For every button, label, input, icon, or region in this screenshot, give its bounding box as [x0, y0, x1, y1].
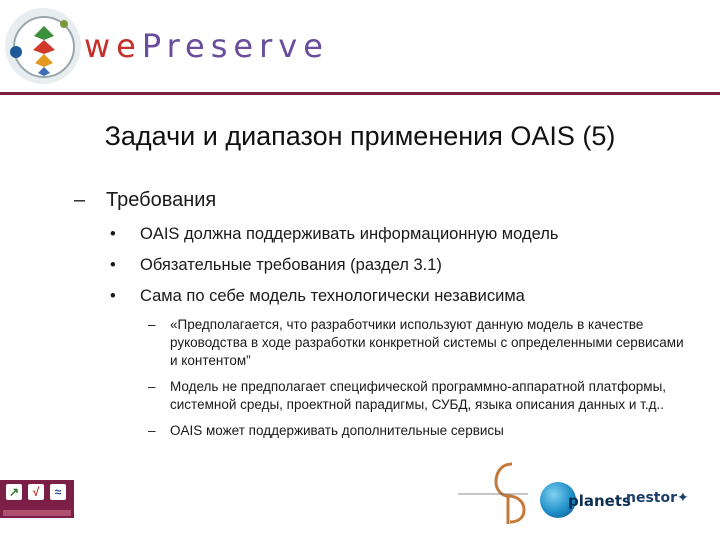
bullet-marker: – — [148, 317, 156, 332]
nestor-logo-icon: nestor✦ — [626, 490, 689, 506]
digital-preservation-europe-logo-icon — [456, 460, 534, 530]
bullet-marker: • — [110, 287, 116, 305]
bullet-level-1 — [74, 186, 694, 214]
partner-logo-icon: ↗ √ ≈ — [0, 480, 74, 518]
bullet-level-3 — [74, 316, 694, 370]
bullet-text: Модель не предполагает специфической программно-аппаратной платформы, системной среды, проектной парадигмы, СУБД, языка описания данных и т.д.. — [170, 379, 667, 412]
slide-footer — [0, 460, 720, 540]
bullet-level-2 — [74, 285, 694, 307]
planets-label: planets — [568, 492, 631, 510]
bullet-text: OAIS должна поддерживать информационную модель — [140, 225, 559, 243]
bullet-text: Сама по себе модель технологически независима — [140, 287, 525, 305]
bullet-text: Обязательные требования (раздел 3.1) — [140, 256, 442, 274]
bullet-marker: – — [148, 379, 156, 394]
logo-preserve: Preserve — [141, 27, 329, 65]
planets-logo — [540, 482, 631, 522]
bullet-marker: – — [74, 189, 86, 211]
wepreserve-logo-icon — [0, 6, 86, 86]
slide-body — [74, 186, 694, 446]
wepreserve-logo-text — [84, 26, 329, 66]
bullet-text: «Предполагается, что разработчики используют данную модель в качестве руководства в ходе разработки конкретной системы с определенными сервисами и контентом” — [170, 317, 684, 368]
bullet-marker: – — [148, 423, 156, 438]
nestor-label: nestor — [626, 490, 678, 506]
header-rule — [0, 92, 720, 95]
bullet-text: OAIS может поддерживать дополнительные сервисы — [170, 423, 504, 438]
bullet-marker: • — [110, 256, 116, 274]
bullet-level-3 — [74, 422, 694, 440]
bullet-marker: • — [110, 225, 116, 243]
slide-title: Задачи и диапазон применения OAIS (5) — [104, 121, 616, 151]
bullet-level-3 — [74, 378, 694, 414]
bullet-level-2 — [74, 254, 694, 276]
bullet-level-2 — [74, 223, 694, 245]
bullet-text: Требования — [106, 189, 217, 211]
logo-we: we — [84, 27, 142, 65]
slide-header — [0, 0, 720, 92]
